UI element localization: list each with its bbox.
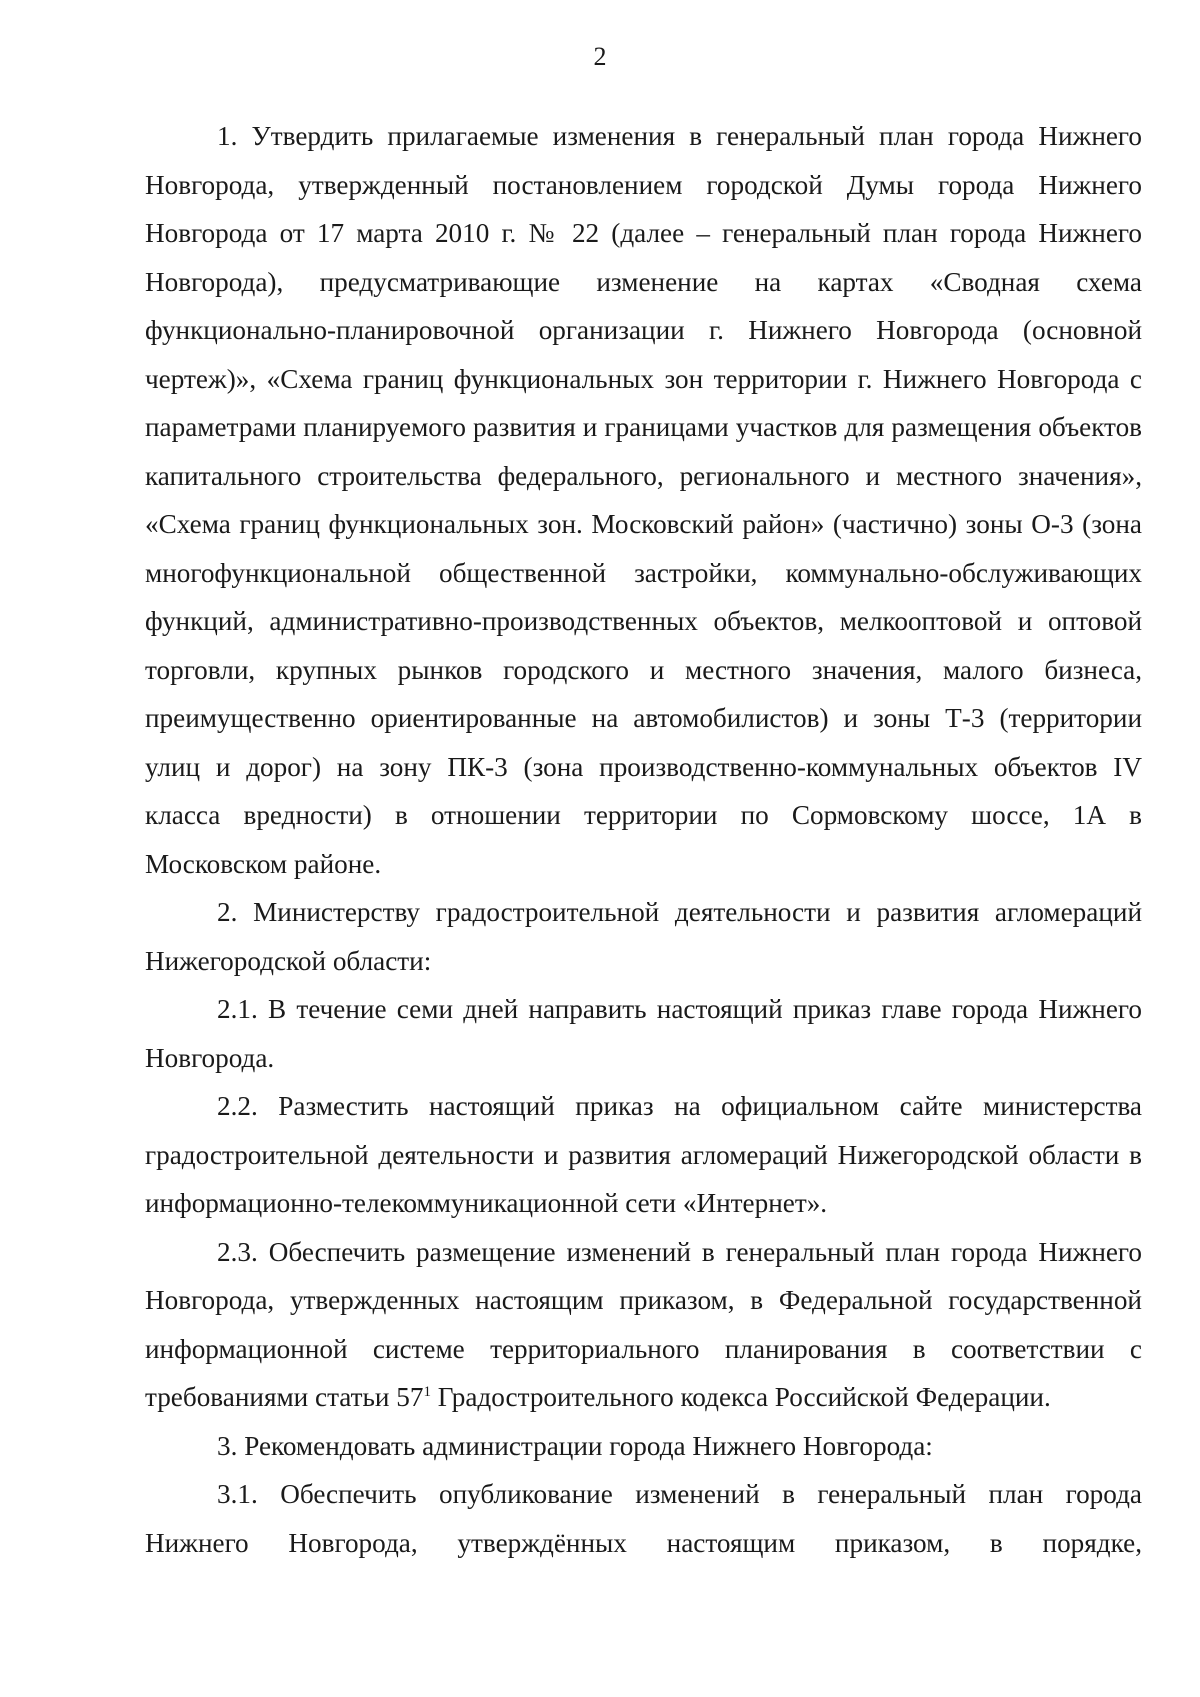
document-body bbox=[145, 112, 1142, 1567]
paragraph-2: 2. Министерству градостроительной деятельности и развития агломераций Нижегородской области: bbox=[145, 897, 1142, 976]
article-superscript: 1 bbox=[423, 1384, 431, 1400]
paragraph-2-3 bbox=[145, 1228, 1142, 1422]
paragraph-2-3-text: 2.3. Обеспечить размещение изменений в генеральный план города Нижнего Новгорода, утвержденных настоящим приказом, в Федеральной государственной информационной системе территориального планирования в соответствии с требованиями статьи 57 bbox=[145, 1236, 1142, 1412]
paragraph-3: 3. Рекомендовать администрации города Нижнего Новгорода: bbox=[217, 1430, 933, 1461]
paragraph-2-1: 2.1. В течение семи дней направить настоящий приказ главе города Нижнего Новгорода. bbox=[145, 994, 1142, 1073]
paragraph-2-2: 2.2. Разместить настоящий приказ на официальном сайте министерства градостроительной деятельности и развития агломераций Нижегородской области в информационно-телекоммуникационной сети «Интернет». bbox=[145, 1091, 1142, 1218]
page-number: 2 bbox=[593, 42, 607, 71]
paragraph-2-3-text-end: Градостроительного кодекса Российской Федерации. bbox=[430, 1382, 1051, 1412]
paragraph-3-1: 3.1. Обеспечить опубликование изменений в генеральный план города Нижнего Новгорода, утверждённых настоящим приказом, в порядке, bbox=[145, 1479, 1142, 1558]
paragraph-1: 1. Утвердить прилагаемые изменения в генеральный план города Нижнего Новгорода, утвержденный постановлением городской Думы города Нижнего Новгорода от 17 марта 2010 г. № 22 (далее – генеральный план города Нижнего Новгорода), предусматривающие изменение на картах «Сводная схема функционально-планировочной организации г. Нижнего Новгорода (основной чертеж)», «Схема границ функциональных зон территории г. Нижнего Новгорода с параметрами планируемого развития и границами участков для размещения объектов капитального строительства федерального, регионального и местного значения», «Схема границ функциональных зон. Московский район» (частично) зоны О-3 (зона многофункциональной общественной застройки, коммунально-обслуживающих функций, административно-производственных объектов, мелкооптовой и оптовой торговли, крупных рынков городского и местного значения, малого бизнеса, преимущественно ориентированные на автомобилистов) и зоны Т-3 (территории улиц и дорог) на зону ПК-3 (зона производственно-коммунальных объектов IV класса вредности) в отношении территории по Сормовскому шоссе, 1А в Московском районе. bbox=[145, 121, 1142, 879]
